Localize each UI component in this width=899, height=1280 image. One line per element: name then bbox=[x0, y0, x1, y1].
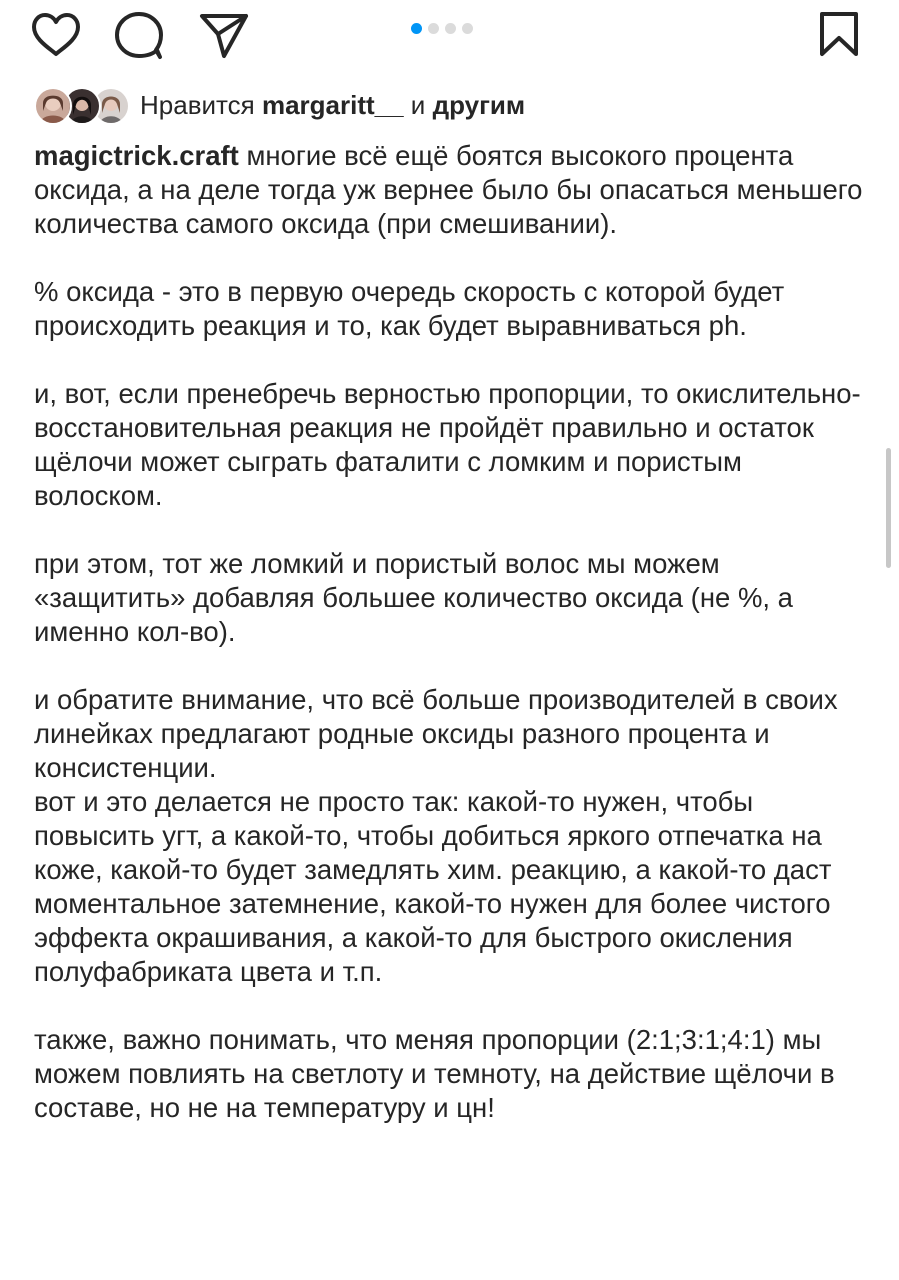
paper-plane-icon[interactable] bbox=[198, 10, 250, 60]
likes-row bbox=[34, 84, 525, 126]
likes-connector: и bbox=[403, 89, 433, 120]
scrollbar[interactable] bbox=[886, 448, 891, 568]
carousel-indicator bbox=[411, 23, 473, 35]
caption-paragraph: также, важно понимать, что меняя пропорции (2:1;3:1;4:1) мы можем повлиять на светлоту и темноту, на действие щёлочи в составе, но не на температуру и цн! bbox=[34, 1024, 835, 1123]
carousel-dot bbox=[445, 23, 456, 34]
liker-username[interactable]: margaritt__ bbox=[261, 89, 404, 120]
liker-avatars[interactable] bbox=[34, 85, 126, 125]
bookmark-icon[interactable] bbox=[817, 10, 861, 58]
post-action-bar bbox=[0, 0, 899, 70]
likes-prefix: Нравится bbox=[140, 89, 262, 120]
caption-paragraph: magictrick.craft многие всё ещё боятся высокого процента оксида, а на деле тогда уж вернее было бы опасаться меньшего количества самого оксида (при смешивании). bbox=[34, 140, 863, 239]
likes-others-link[interactable]: другим bbox=[432, 89, 526, 120]
caption-paragraph: при этом, тот же ломкий и пористый волос мы можем «защитить» добавляя большее количество оксида (не %, а именно кол-во). bbox=[34, 548, 793, 647]
likes-text[interactable] bbox=[140, 90, 525, 121]
caption-paragraph: и, вот, если пренебречь верностью пропорции, то окислительно-восстановительная реакция не пройдёт правильно и остаток щёлочи может сыграть фаталити с ломким и пористым волоском. bbox=[34, 378, 861, 511]
caption-paragraph: % оксида - это в первую очередь скорость с которой будет происходить реакция и то, как будет выравниваться ph. bbox=[34, 276, 785, 341]
carousel-dot bbox=[411, 23, 422, 34]
heart-icon[interactable] bbox=[31, 12, 81, 58]
carousel-dot bbox=[462, 23, 473, 34]
carousel-dot bbox=[428, 23, 439, 34]
caption-paragraph: и обратите внимание, что всё больше производителей в своих линейках предлагают родные оксиды разного процента и консистенции. bbox=[34, 684, 838, 783]
comment-icon[interactable] bbox=[113, 10, 165, 60]
post-caption bbox=[34, 139, 874, 1125]
avatar[interactable] bbox=[34, 87, 72, 125]
caption-paragraph: вот и это делается не просто так: какой-то нужен, чтобы повысить угт, а какой-то, чтобы добиться яркого отпечатка на коже, какой-то будет замедлять хим. реакцию, а какой-то даст моментальное затемнение, какой-то нужен для более чистого эффекта окрашивания, а какой-то для быстрого окисления полуфабриката цвета и т.п. bbox=[34, 786, 832, 987]
caption-author[interactable]: magictrick.craft bbox=[34, 140, 239, 171]
